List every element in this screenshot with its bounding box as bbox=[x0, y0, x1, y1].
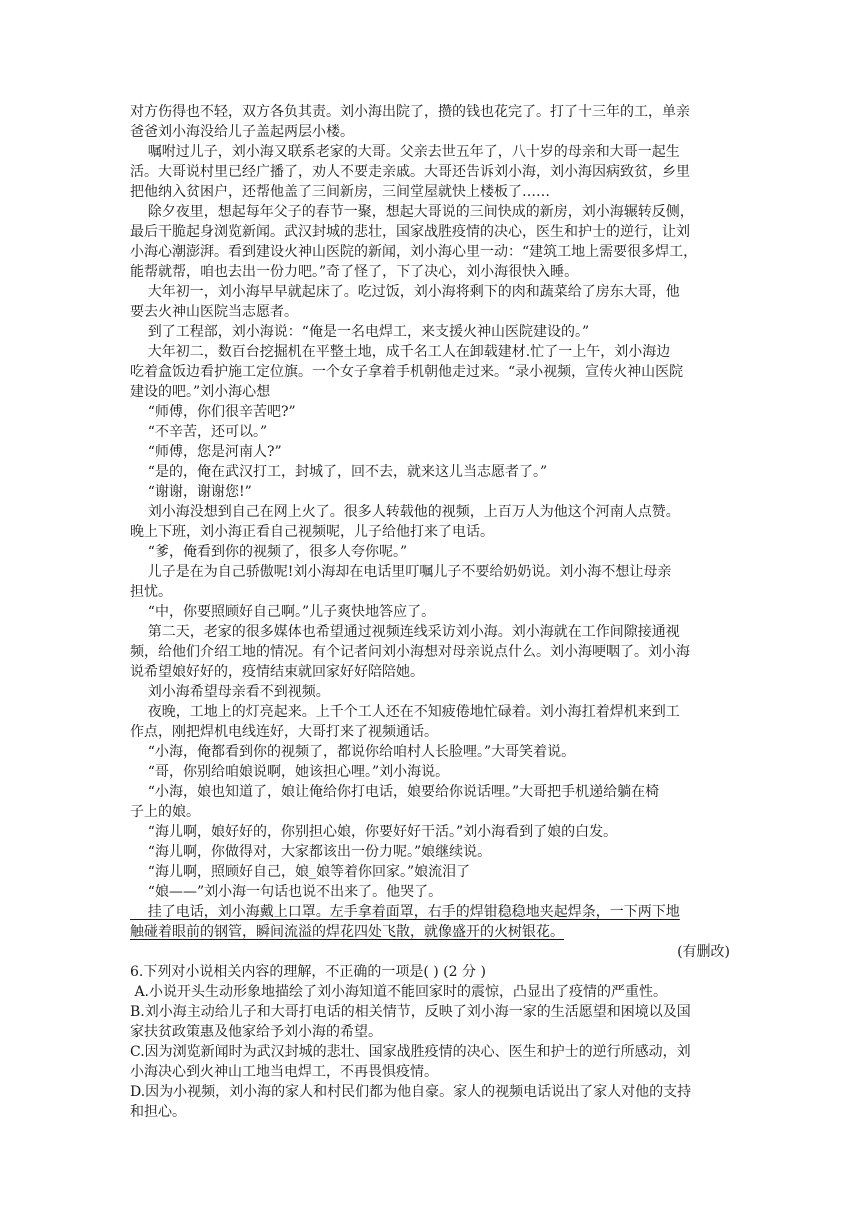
body-text-line: “不辛苦，还可以。” bbox=[130, 424, 268, 440]
body-text-line: 要去火神山医院当志愿者。 bbox=[130, 304, 298, 320]
body-text-line: 最后干脆起身浏览新闻。武汉封城的悲壮，国家战胜疫情的决心，医生和护士的逆行，让刘 bbox=[130, 224, 690, 240]
body-text-line: 夜晚，工地上的灯亮起来。上千个工人还在不知疲倦地忙碌着。刘小海扛着焊机来到工 bbox=[130, 704, 680, 720]
body-text-line: 对方伤得也不轻，双方各负其责。刘小海出院了，攒的钱也花完了。打了十三年的工，单亲 bbox=[130, 104, 690, 120]
body-text-line: “师傅，你们很辛苦吧?” bbox=[130, 404, 296, 420]
body-text-line: 晚上下班，刘小海正看自己视频呢，儿子给他打来了电话。 bbox=[130, 524, 494, 540]
body-text-line: 小海心潮澎湃。看到建设火神山医院的新闻，刘小海心里一动：“建筑工地上需要很多焊工， bbox=[130, 244, 698, 260]
body-text-line: 担忧。 bbox=[130, 584, 172, 600]
question-option-line: D.因为小视频，刘小海的家人和村民们都为他自豪。家人的视频电话说出了家人对他的支持 bbox=[130, 1084, 692, 1100]
underlined-text-line: 挂了电话，刘小海戴上口罩。左手拿着面罩，右手的焊钳稳稳地夹起焊条，一下两下地 bbox=[130, 904, 680, 920]
body-text-line: 大年初二，数百台挖掘机在平整土地，成千名工人在卸载建材.忙了一上午，刘小海边 bbox=[130, 344, 671, 360]
question-stem: 6.下列对小说相关内容的理解，不正确的一项是( ) (2 分 ) bbox=[130, 964, 486, 980]
question-option-line: A.小说开头生动形象地描绘了刘小海知道不能回家时的震惊，凸显出了疫情的严重性。 bbox=[130, 984, 668, 1000]
body-text-line: 到了工程部，刘小海说：“俺是一名电焊工，来支援火神山医院建设的。” bbox=[130, 324, 590, 340]
body-text-line: 爸爸刘小海没给儿子盖起两层小楼。 bbox=[130, 124, 354, 140]
body-text-line: “海儿啊，你做得对，大家都该出一份力呢。”娘继续说。 bbox=[130, 844, 492, 860]
body-text-line: 大年初一，刘小海早早就起床了。吃过饭，刘小海将剩下的肉和蔬菜给了房东大哥，他 bbox=[130, 284, 680, 300]
body-text-line: 能帮就帮，咱也去出一份力吧。”奇了怪了，下了决心，刘小海很快入睡。 bbox=[130, 264, 579, 280]
body-text-line: “谢谢，谢谢您!” bbox=[130, 484, 252, 500]
body-text-line: “小海，俺都看到你的视频了，都说你给咱村人长脸哩。”大哥笑着说。 bbox=[130, 744, 576, 760]
body-text-line: “哥，你别给咱娘说啊，她该担心哩。”刘小海说。 bbox=[130, 764, 450, 780]
question-option-line: B.刘小海主动给儿子和大哥打电话的相关情节，反映了刘小海一家的生活愿望和困境以及国 bbox=[130, 1004, 691, 1020]
body-text-line: “小海，娘也知道了，娘让俺给你打电话，娘要给你说话哩。”大哥把手机递给躺在椅 bbox=[130, 784, 660, 800]
body-text-line: 把他纳入贫困户，还帮他盖了三间新房，三间堂屋就快上楼板了…… bbox=[130, 184, 550, 200]
body-text-line: 刘小海希望母亲看不到视频。 bbox=[130, 684, 330, 700]
body-text-line: 嘱咐过儿子，刘小海又联系老家的大哥。父亲去世五年了，八十岁的母亲和大哥一起生 bbox=[130, 144, 680, 160]
body-text-line: 吃着盒饭边看护施工定位旗。一个女子拿着手机朝他走过来。“录小视频，宣传火神山医院 bbox=[130, 364, 684, 380]
body-text-line: 子上的娘。 bbox=[130, 804, 200, 820]
body-text-line: “是的，俺在武汉打工，封城了，回不去，就来这儿当志愿者了。” bbox=[130, 464, 548, 480]
body-text-line: 频，给他们介绍工地的情况。有个记者问刘小海想对母亲说点什么。刘小海哽咽了。刘小海 bbox=[130, 644, 690, 660]
body-text-line: “娘——”刘小海一句话也说不出来了。他哭了。 bbox=[130, 884, 443, 900]
body-text-line: 作点，刚把焊机电线连好，大哥打来了视频通话。 bbox=[130, 724, 438, 740]
body-text-line: “爹，俺看到你的视频了，很多人夸你呢。” bbox=[130, 544, 408, 560]
body-text-line: 说希望娘好好的，疫情结束就回家好好陪陪她。 bbox=[130, 664, 424, 680]
question-option-line: 和担心。 bbox=[130, 1104, 186, 1120]
body-text-line: 活。大哥说村里已经广播了，劝人不要走亲戚。大哥还告诉刘小海，刘小海因病致贫，乡里 bbox=[130, 164, 690, 180]
question-option-line: 家扶贫政策惠及他家给予刘小海的希望。 bbox=[130, 1024, 382, 1040]
source-note: (有删改) bbox=[677, 944, 730, 960]
question-option-line: 小海决心到火神山工地当电焊工，不再畏惧疫情。 bbox=[130, 1064, 438, 1080]
body-text-line: 儿子是在为自己骄傲呢!刘小海却在电话里叮嘱儿子不要给奶奶说。刘小海不想让母亲 bbox=[130, 564, 672, 580]
question-option-line: C.因为浏览新闻时为武汉封城的悲壮、国家战胜疫情的决心、医生和护士的逆行所感动，刘 bbox=[130, 1044, 691, 1060]
body-text-line: 刘小海没想到自己在网上火了。很多人转载他的视频，上百万人为他这个河南人点赞。 bbox=[130, 504, 680, 520]
underlined-text-line: 触碰着眼前的钢管，瞬间流溢的焊花四处飞散，就像盛开的火树银花。 bbox=[130, 924, 564, 940]
body-text-line: 第二天，老家的很多媒体也希望通过视频连线采访刘小海。刘小海就在工作间隙接通视 bbox=[130, 624, 680, 640]
body-text-line: 除夕夜里，想起每年父子的春节一聚，想起大哥说的三间快成的新房，刘小海辗转反侧， bbox=[130, 204, 694, 220]
body-text-line: “海儿啊，照顾好自己，娘_娘等着你回家。”娘流泪了 bbox=[130, 864, 471, 880]
body-text-line: “海儿啊，娘好好的，你别担心娘，你要好好干活。”刘小海看到了娘的白发。 bbox=[130, 824, 618, 840]
body-text-line: “中，你要照顾好自己啊。”儿子爽快地答应了。 bbox=[130, 604, 436, 620]
body-text-line: “师傅，您是河南人?” bbox=[130, 444, 282, 460]
body-text-line: 建设的吧。”刘小海心想 bbox=[130, 384, 271, 400]
